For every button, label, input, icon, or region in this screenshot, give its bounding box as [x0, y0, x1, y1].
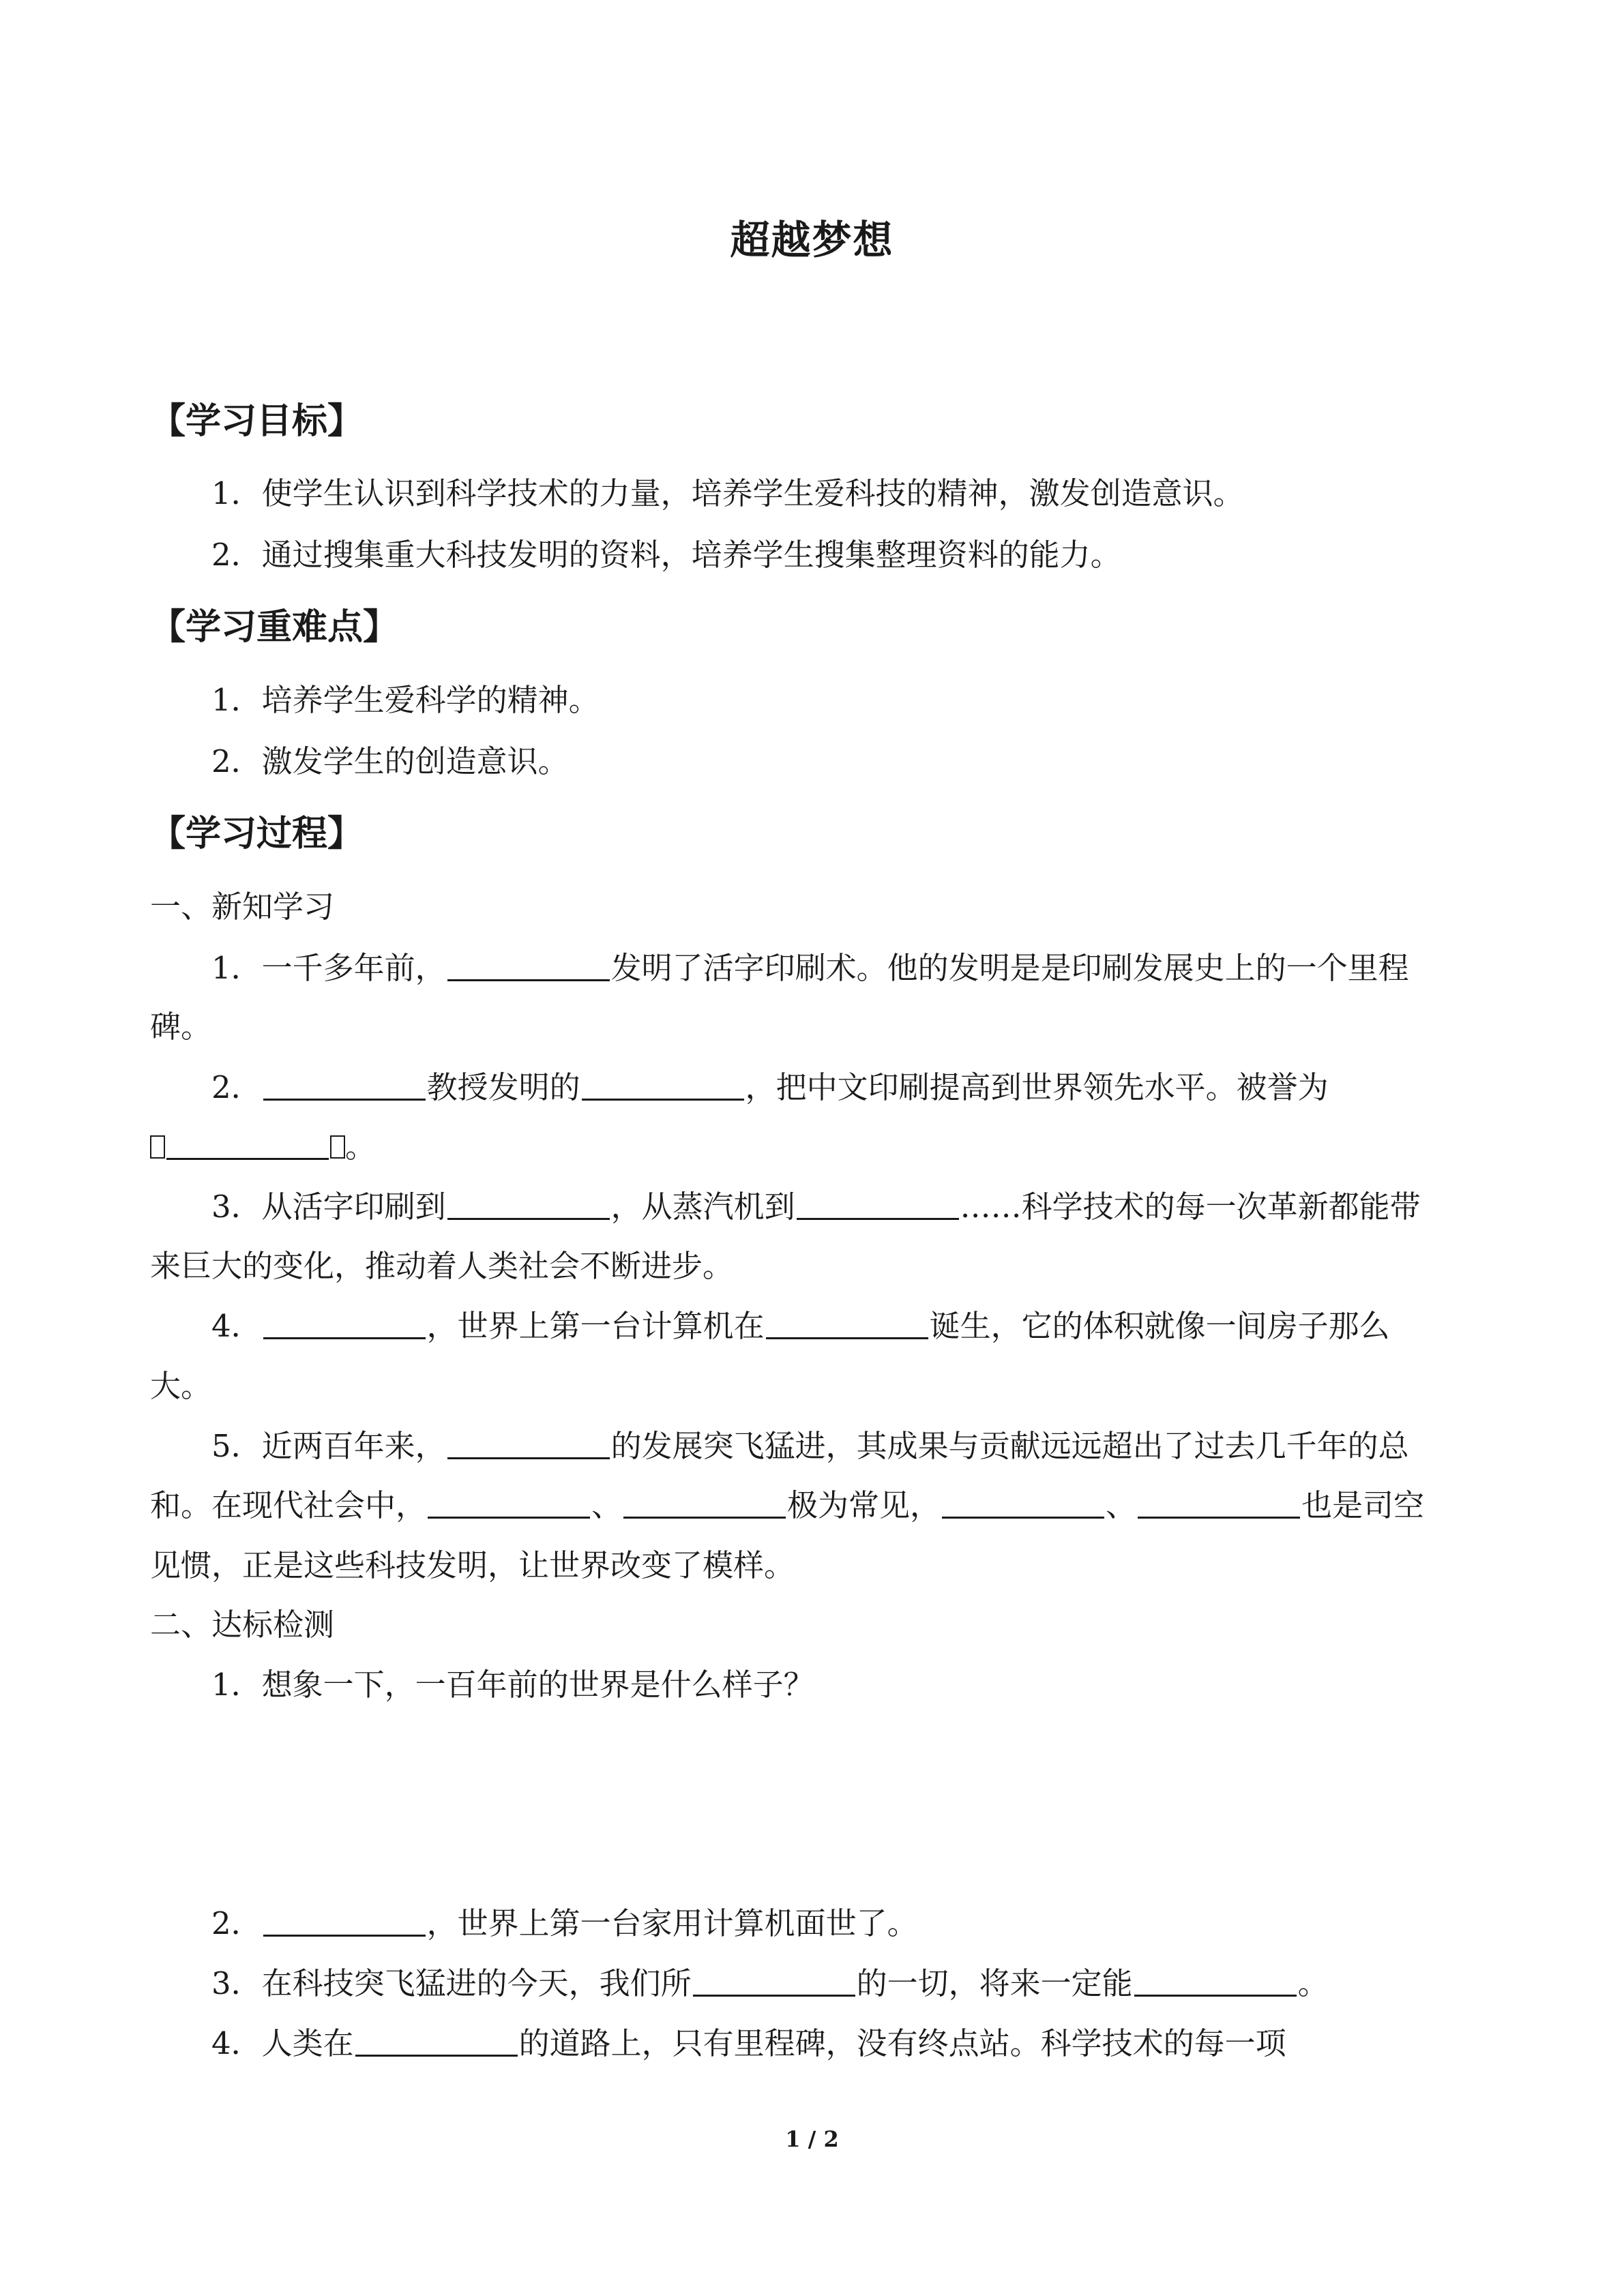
text-fragment: ，从蒸汽机到: [610, 1189, 795, 1225]
text-fragment: 1．一千多年前，: [211, 950, 446, 986]
fill-blank[interactable]: [582, 1071, 744, 1101]
fill-blank[interactable]: [693, 1967, 855, 1997]
text-fragment: 教授发明的: [426, 1069, 580, 1105]
part1-q2-line2: [150, 1129, 376, 1165]
part1-q3-line1: [211, 1189, 1421, 1225]
fill-blank[interactable]: [263, 1310, 426, 1339]
section-heading-process: 【学习过程】: [150, 813, 364, 854]
fill-blank[interactable]: [623, 1489, 786, 1519]
text-fragment: 。: [345, 1129, 377, 1165]
text-fragment: ，世界上第一台计算机在: [426, 1308, 765, 1344]
text-fragment: 、: [1106, 1487, 1137, 1523]
key-point-item-1: 1．培养学生爱科学的精神。: [211, 682, 600, 718]
part1-q5-line2: [150, 1487, 1424, 1524]
fill-blank[interactable]: [797, 1191, 959, 1220]
part1-q4-line2: 大。: [150, 1368, 212, 1404]
part1-q5-line1: [211, 1428, 1409, 1465]
text-fragment: 4．: [211, 1308, 262, 1344]
text-fragment: 也是司空: [1301, 1487, 1425, 1523]
part1-q4-line1: [211, 1308, 1390, 1345]
fill-blank[interactable]: [447, 1430, 610, 1459]
key-point-item-2: 2．激发学生的创造意识。: [211, 743, 569, 779]
part1-q5-line3: 见惯，正是这些科技发明，让世界改变了模样。: [150, 1547, 795, 1583]
fill-blank[interactable]: [428, 1489, 590, 1519]
part1-heading: 一、新知学习: [150, 889, 335, 925]
text-fragment: ，世界上第一台家用计算机面世了。: [426, 1905, 918, 1941]
text-fragment: 的道路上，只有里程碑，没有终点站。科学技术的每一项: [518, 2025, 1286, 2061]
part2-q1: 1．想象一下，一百年前的世界是什么样子？: [211, 1667, 814, 1703]
fill-blank[interactable]: [1138, 1489, 1300, 1519]
fill-blank[interactable]: [166, 1131, 329, 1160]
part1-q1-line2: 碑。: [150, 1009, 212, 1045]
page-title: 超越梦想: [730, 217, 894, 263]
objective-item-2: 2．通过搜集重大科技发明的资料，培养学生搜集整理资料的能力。: [211, 537, 1121, 573]
objective-item-1: 1．使学生认识到科学技术的力量，培养学生爱科技的精神，激发创造意识。: [211, 475, 1244, 511]
section-heading-key-points: 【学习重难点】: [150, 606, 399, 648]
text-fragment: ……科学技术的每一次革新都能带: [960, 1189, 1421, 1225]
fill-blank[interactable]: [263, 1907, 426, 1937]
close-quote-box-icon: [330, 1135, 345, 1159]
text-fragment: 2．: [211, 1905, 262, 1941]
text-fragment: 的一切，将来一定能: [856, 1965, 1133, 2001]
part2-q4: [211, 2025, 1286, 2062]
text-fragment: 发明了活字印刷术。他的发明是是印刷发展史上的一个里程: [610, 950, 1409, 986]
text-fragment: 极为常见，: [787, 1487, 941, 1523]
open-quote-box-icon: [150, 1135, 165, 1159]
text-fragment: 3．在科技突飞猛进的今天，我们所: [211, 1965, 692, 2001]
text-fragment: 4．人类在: [211, 2025, 354, 2061]
page-number: 1 / 2: [785, 2126, 839, 2152]
fill-blank[interactable]: [447, 952, 610, 981]
text-fragment: 3．从活字印刷到: [211, 1189, 446, 1225]
fill-blank[interactable]: [942, 1489, 1104, 1519]
text-fragment: 、: [591, 1487, 623, 1523]
text-fragment: 的发展突飞猛进，其成果与贡献远远超出了过去几千年的总: [610, 1428, 1409, 1464]
fill-blank[interactable]: [263, 1071, 426, 1101]
text-fragment: 2．: [211, 1069, 262, 1105]
part2-q3: [211, 1965, 1329, 2002]
part1-q3-line2: 来巨大的变化，推动着人类社会不断进步。: [150, 1248, 734, 1284]
part2-heading: 二、达标检测: [150, 1607, 335, 1643]
fill-blank[interactable]: [766, 1310, 928, 1339]
section-heading-objectives: 【学习目标】: [150, 400, 364, 442]
text-fragment: 5．近两百年来，: [211, 1428, 446, 1464]
part2-q2: [211, 1905, 918, 1942]
text-fragment: ，把中文印刷提高到世界领先水平。被誉为: [745, 1069, 1329, 1105]
fill-blank[interactable]: [355, 2027, 518, 2057]
fill-blank[interactable]: [447, 1191, 610, 1220]
part1-q1-line1: [211, 950, 1409, 987]
text-fragment: 诞生，它的体积就像一间房子那么: [929, 1308, 1390, 1344]
fill-blank[interactable]: [1134, 1967, 1297, 1997]
text-fragment: 。: [1297, 1965, 1329, 2001]
text-fragment: 和。在现代社会中，: [150, 1487, 427, 1523]
part1-q2-line1: [211, 1069, 1329, 1106]
